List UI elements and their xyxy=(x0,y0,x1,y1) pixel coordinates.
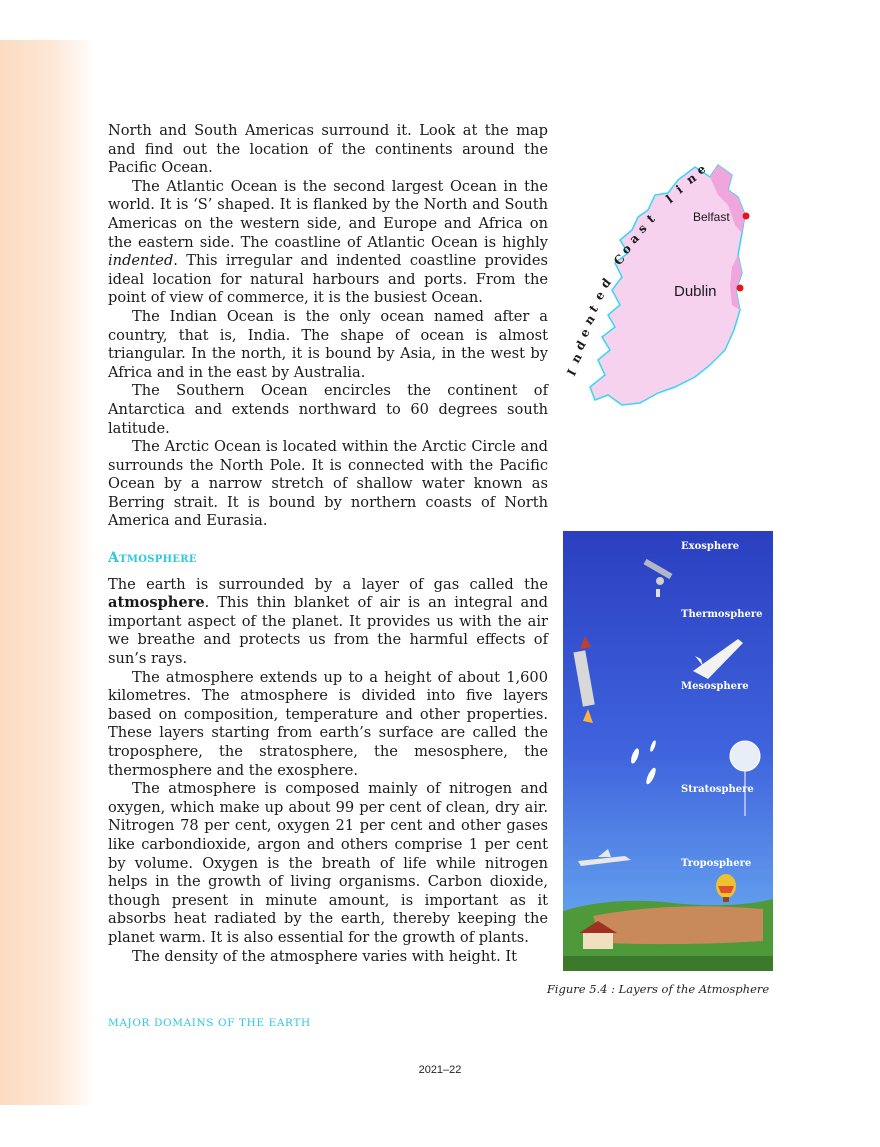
coast-label-letter: I xyxy=(564,366,580,379)
section-heading: Atmosphere xyxy=(108,550,197,567)
dublin-dot xyxy=(737,285,744,292)
city-label-belfast: Belfast xyxy=(693,210,730,224)
paragraph-southern: The Southern Ocean encircles the continent of Antarctica and extends northward to 60 degrees south latitude. xyxy=(108,382,548,437)
coast-label-letter: n xyxy=(581,312,598,328)
text-column xyxy=(108,122,548,966)
coast-label-letter: o xyxy=(618,241,635,258)
coast-label-letter: t xyxy=(644,211,658,226)
layer-label-troposphere: Troposphere xyxy=(681,858,752,869)
paragraph-density: The density of the atmosphere varies with height. It xyxy=(132,947,517,965)
layer-label-mesosphere: Mesosphere xyxy=(681,681,749,692)
layer-label-stratosphere: Stratosphere xyxy=(681,784,754,795)
coast-label-letter: e xyxy=(694,161,709,178)
coast-label-letter: e xyxy=(576,325,593,340)
coast-label-letter: t xyxy=(586,302,601,315)
paragraph-composition: The atmosphere is composed mainly of nitrogen and oxygen, which make up about 99 per cent of clean, dry air. Nitrogen 78 per cent, oxygen 21 per cent and other gases like carbondioxide, argon and others comprise 1 per cent by volume. Oxygen is the breath of life while nitrogen helps in the growth of living organisms. Carbon dioxide, though present in minute amount, is important as it absorbs heat radiated by the earth, thereby keeping the planet warm. It is also essential for the growth of plants. xyxy=(108,780,548,946)
page-number: 2021–22 xyxy=(418,1064,462,1076)
coast-label-letter: n xyxy=(568,350,585,366)
coast-label-letter: s xyxy=(635,220,650,236)
running-footer: MAJOR DOMAINS OF THE EARTH xyxy=(108,1017,311,1029)
paragraph-atlantic: The Atlantic Ocean is the second largest Ocean in the world. It is ‘S’ shaped. It is flanked by the North and South Americas on the western side, and Europe and Africa on the eastern side. The coastline of Atlantic Ocean is highly indented. This irregular and indented coastline provides ideal location for natural harbours and ports. From the point of view of commerce, it is the busiest Ocean. xyxy=(108,177,548,307)
paragraph-layers: The atmosphere extends up to a height of about 1,600 kilometres. The atmosphere is divided into five layers based on composition, temperature and other properties. These layers starting from earth’s surface are called the troposphere, the stratosphere, the mesosphere, the thermosphere and the exosphere. xyxy=(108,668,548,779)
city-label-dublin: Dublin xyxy=(674,283,717,300)
figure-caption: Figure 5.4 : Layers of the Atmosphere xyxy=(546,982,770,996)
ground xyxy=(563,956,773,971)
atmosphere-figure xyxy=(563,531,773,971)
coast-label-letter: d xyxy=(597,275,614,291)
ireland-map xyxy=(560,155,790,415)
paragraph-indian: The Indian Ocean is the only ocean named after a country, that is, India. The shape of ocean is almost triangular. In the north, it is bound by Asia, in the west by Africa and in the east by Australia. xyxy=(108,307,548,381)
field xyxy=(593,906,763,944)
layer-label-exosphere: Exosphere xyxy=(681,541,740,552)
coast-label-letter: C xyxy=(610,251,628,269)
layer-label-thermosphere: Thermosphere xyxy=(681,609,763,620)
coast-label-letter: l xyxy=(663,192,676,207)
coast-label-letter: e xyxy=(591,288,608,303)
coast-label-letter: a xyxy=(626,230,642,247)
page-margin-strip xyxy=(0,40,95,1105)
coast-label-letter: d xyxy=(572,338,589,353)
paragraph: North and South Americas surround it. Look at the map and find out the location of the continents around the Pacific Ocean. xyxy=(108,122,548,177)
paragraph-arctic: The Arctic Ocean is located within the Arctic Circle and surrounds the North Pole. It is connected with the Pacific Ocean by a narrow stretch of shallow water known as Berring strait. It is bound by northern coasts of North America and Eurasia. xyxy=(108,438,548,530)
house xyxy=(583,931,613,949)
belfast-dot xyxy=(743,213,750,220)
coast-label-letter: n xyxy=(683,170,699,187)
coast-label-letter: i xyxy=(673,182,686,197)
paragraph-atmosphere: The earth is surrounded by a layer of gas called the atmosphere. This thin blanket of air is an integral and important aspect of the planet. It provides us with the air we breathe and protects us from the harmful effects of sun’s rays. xyxy=(108,575,548,668)
